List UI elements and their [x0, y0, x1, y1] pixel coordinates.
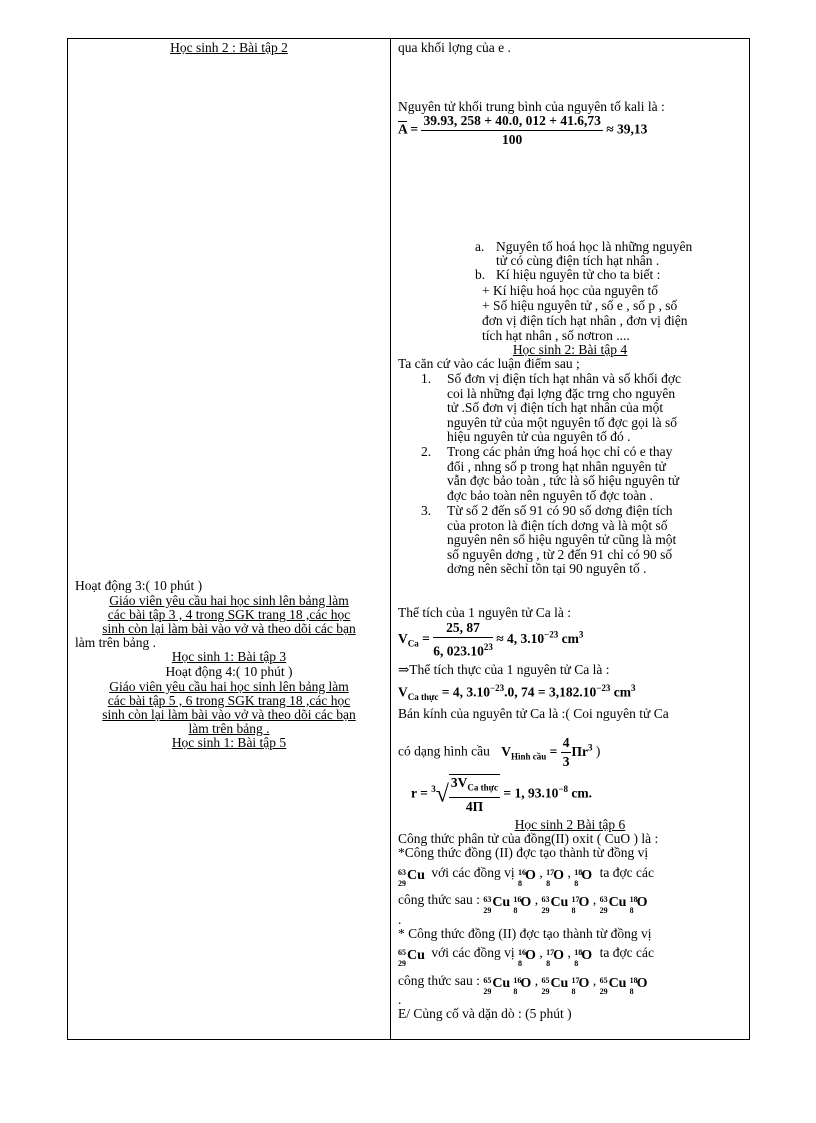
- o18-isotope: [574, 945, 593, 968]
- r-lhs: r =: [411, 785, 428, 801]
- cu65-dot: .: [398, 992, 402, 1007]
- iso-symbol: O: [578, 975, 590, 991]
- sphere-den: 3: [562, 754, 570, 769]
- iso-atomic: 29: [398, 958, 406, 968]
- iso-mass: 18: [629, 975, 638, 985]
- bt4-line: nguyên tử của một nguyên tố đợc gọi là số: [447, 414, 678, 430]
- iso-atomic: 8: [518, 878, 522, 888]
- bt4-line: số nguyên dơng , từ 2 đến 91 chỉ có 90 số: [447, 546, 673, 562]
- o16-part: [513, 892, 532, 915]
- ca-thuc-sub: Ca thực: [407, 692, 439, 703]
- ca-result: ≈ 4, 3.10: [496, 630, 545, 646]
- ca-den-exp: 23: [483, 642, 493, 652]
- iso-mass: 16: [518, 947, 526, 957]
- ca-den: [433, 638, 493, 660]
- hs2-bt6-heading: Học sinh 2 Bài tập 6: [514, 817, 626, 832]
- ca-volume-formula: $V_{Ca}$ = $\frac{25, 87}{6, 023.10^{23}}$ ≈ 4, $3.10^{-23}$ $cm^3$: [398, 620, 584, 659]
- hd4-title: Hoạt động 4:( 10 phút ): [165, 664, 293, 679]
- iso-symbol: Cu: [608, 894, 627, 910]
- iso-symbol: Cu: [550, 975, 569, 991]
- kali-lhs: $\overline{A}$: [398, 121, 408, 137]
- iso-atomic: 8: [546, 878, 551, 888]
- iso-symbol: Cu: [492, 894, 511, 910]
- iso-mass: 18: [574, 867, 583, 877]
- kali-num: 39.93, 258 + 40.0, 012 + 41.6,73: [421, 113, 602, 131]
- iso-mass: 63: [599, 894, 608, 904]
- ca-unit: cm: [561, 630, 579, 646]
- bt4-line: tử .Số đơn vị điện tích hạt nhân của một: [447, 400, 664, 415]
- bt4-item: [447, 372, 681, 445]
- ca-thuc-line: ⇒Thể tích thực của 1 nguyên tử Ca là :: [398, 662, 610, 677]
- o17-isotope: [546, 865, 565, 888]
- o17-isotope: [546, 945, 565, 968]
- cu65-o18: [599, 973, 630, 996]
- o16-part: [513, 973, 532, 996]
- o17-part: [571, 973, 590, 996]
- radius-formula: r = $^3$√ $\frac{3V_{Ca thực}}{4\Pi}$ = 1, $93.10^{-8}$ cm.: [411, 775, 592, 814]
- bt4-line: dơng nên sẽchỉ tồn tại 90 nguyên tố .: [447, 561, 647, 576]
- sphere-num: 4: [561, 735, 572, 753]
- kali-den: 100: [502, 132, 523, 147]
- iso-atomic: 29: [483, 986, 492, 996]
- iso-mass: 65: [541, 975, 550, 985]
- cu65-isotope: [398, 945, 428, 968]
- iso-mass: 63: [398, 867, 406, 877]
- iso-atomic: 8: [518, 958, 522, 968]
- with-isotopes: với các đồng vị: [431, 865, 515, 880]
- iso-atomic: 8: [571, 905, 576, 915]
- ca-unit-exp: 3: [578, 629, 584, 640]
- r-dot: .: [588, 785, 592, 801]
- iso-symbol: O: [581, 867, 593, 883]
- hd4-line: sinh còn lại làm bài vào vở và theo dõi các bạn: [102, 707, 356, 722]
- item-a-line: Nguyên tố hoá học là những nguyên: [496, 239, 693, 254]
- iso-atomic: 8: [629, 986, 634, 996]
- iso-symbol: O: [525, 947, 536, 963]
- cu65-line: * Công thức đồng (II) đợc tạo thành từ đồng vị: [398, 926, 652, 941]
- ca-result-exp: −23: [544, 629, 559, 640]
- kali-fraction: [421, 113, 602, 148]
- hs1-bt3-heading: Học sinh 1: Bài tập 3: [171, 649, 287, 664]
- iso-atomic: 29: [483, 905, 492, 915]
- iso-atomic: 8: [574, 878, 579, 888]
- iso-symbol: O: [553, 867, 565, 883]
- bt4-line: Từ số 2 đến số 91 có 90 số dơng điện tích: [447, 503, 673, 518]
- r-result: = 1, 93.10: [503, 785, 559, 801]
- iso-mass: 65: [398, 947, 406, 957]
- cu63-isotopes-row: 63 29 Cu với các đồng vị 16 8 O , 17 8 O , 18 8 O ta đợc các: [398, 863, 654, 883]
- hs2-bt4-heading: Học sinh 2: Bài tập 4: [512, 342, 628, 357]
- radius-line2: [398, 735, 600, 770]
- iso-mass: 17: [571, 894, 580, 904]
- iso-atomic: 29: [398, 878, 406, 888]
- o17-part: [571, 892, 590, 915]
- cu63-isotope: [398, 865, 428, 888]
- ca-thuc-formula: [398, 681, 635, 704]
- ca-thuc-mid: .0, 74 = 3,182.10: [504, 684, 597, 700]
- iso-mass: 65: [599, 975, 608, 985]
- iso-symbol: O: [581, 947, 593, 963]
- iso-mass: 16: [518, 867, 526, 877]
- r-num-base: 3V: [450, 775, 468, 790]
- iso-mass: 63: [541, 894, 550, 904]
- hd3-line: làm trên bảng .: [75, 635, 156, 650]
- formula-label: công thức sau :: [398, 973, 480, 988]
- ca-v: V: [398, 630, 408, 646]
- iso-atomic: 29: [541, 905, 550, 915]
- bt4-item: [447, 504, 676, 577]
- r-num-sub: Ca thực: [467, 782, 499, 793]
- bt4-num: 1.: [421, 371, 432, 386]
- top-line: qua khối lợng của e .: [398, 40, 511, 55]
- item-b: Kí hiệu nguyên tử cho ta biết :: [496, 267, 661, 282]
- iso-symbol: Cu: [550, 894, 569, 910]
- iso-atomic: 8: [546, 958, 551, 968]
- cu65-o16: [483, 973, 513, 996]
- iso-atomic: 29: [599, 905, 608, 915]
- item-b-label: b.: [475, 267, 486, 282]
- bt4-line: vẫn đợc bảo toàn , tức là số hiệu nguyên tử: [447, 473, 680, 488]
- cu63-o16: [483, 892, 513, 915]
- iso-symbol: O: [520, 894, 532, 910]
- bt4-line: nguyên nên số hiệu nguyên tử cũng là một: [447, 532, 677, 547]
- r-fraction: [449, 774, 500, 815]
- bt4-num: 2.: [421, 444, 432, 459]
- ca-thuc-exp1: −23: [489, 683, 505, 693]
- bt4-intro: Ta căn cứ vào các luận điểm sau ;: [398, 356, 580, 371]
- hd3-line: các bài tập 3 , 4 trong SGK trang 18 ,các học: [107, 607, 351, 622]
- iso-atomic: 8: [513, 986, 518, 996]
- o16-isotope: [518, 865, 536, 888]
- with-isotopes: với các đồng vị: [431, 945, 515, 960]
- sphere-sub: Hình cầu: [510, 751, 547, 762]
- iso-symbol: O: [525, 867, 536, 883]
- iso-symbol: O: [636, 894, 648, 910]
- o18-part: [629, 892, 648, 915]
- lesson-table: [67, 38, 750, 1040]
- iso-symbol: Cu: [407, 867, 425, 883]
- cu63-o17: [541, 892, 571, 915]
- hd4-line: làm trên bảng .: [188, 721, 270, 736]
- iso-atomic: 8: [513, 905, 518, 915]
- cu63-dot: .: [398, 912, 402, 927]
- iso-atomic: 8: [574, 958, 579, 968]
- iso-mass: 65: [483, 975, 492, 985]
- bt4-line: coi là những đại lợng đặc trng cho nguyên: [447, 385, 676, 401]
- hs2-bt2-heading: Học sinh 2 : Bài tập 2: [170, 40, 288, 55]
- iso-mass: 18: [574, 947, 583, 957]
- iso-mass: 63: [483, 894, 492, 904]
- hd3-line: Giáo viên yêu cầu hai học sinh lên bảng làm: [109, 593, 349, 608]
- radius-line: Bán kính của nguyên tử Ca là :( Coi nguyên tử Ca: [398, 706, 669, 721]
- o16-isotope: [518, 945, 536, 968]
- ca-thuc-exp2: −23: [596, 683, 611, 693]
- ca-den-base: 6, 023.10: [433, 643, 484, 659]
- item-b-sub: + Kí hiệu hoá học của nguyên tố: [482, 283, 658, 298]
- item-a-label: a.: [475, 239, 485, 254]
- r-result-exp: −8: [558, 783, 568, 794]
- left-column: [68, 39, 390, 1039]
- iso-symbol: Cu: [407, 947, 425, 963]
- item-a-line: tử có cùng điện tích hạt nhân .: [496, 253, 660, 268]
- hd3-line: sinh còn lại làm bài vào vở và theo dõi các bạn: [102, 621, 356, 636]
- o18-part: [629, 973, 648, 996]
- hd4-line: Giáo viên yêu cầu hai học sinh lên bảng làm: [109, 679, 349, 694]
- iso-mass: 16: [513, 894, 522, 904]
- sphere-formula: $V_{Hình cầu}$ = $\frac{4}{3}$ $\Pi r^3$: [501, 735, 593, 769]
- bt4-item: [447, 445, 679, 503]
- sphere-close: ): [595, 743, 601, 759]
- kali-formula: $\overline{A}$ = $\frac{39.93, 258 + 40.0, 012 + 41.6,73}{100}$ ≈ 39,13: [398, 113, 648, 147]
- iso-atomic: 29: [599, 986, 608, 996]
- right-column: [391, 39, 749, 1039]
- iso-atomic: 8: [571, 986, 576, 996]
- kali-result: ≈ 39,13: [606, 121, 648, 137]
- formula-label: công thức sau :: [398, 892, 480, 907]
- iso-atomic: 29: [541, 986, 550, 996]
- bt4-line: đợc bảo toàn nên nguyên tố đợc toàn .: [447, 487, 653, 503]
- radius-text: có dạng hình cầu: [398, 743, 490, 759]
- bt4-line: hiệu nguyên tử của nguyên tố đó .: [447, 429, 631, 444]
- ca-thuc-expr: = 4, 3.10: [441, 684, 490, 700]
- cuo-line: Công thức phân tử của đồng(II) oxit ( CuO ) là :: [398, 831, 659, 846]
- ca-thuc-unit-exp: 3: [630, 683, 636, 693]
- ca-thuc-unit: cm: [613, 684, 631, 700]
- iso-symbol: O: [578, 894, 590, 910]
- iso-mass: 17: [546, 947, 555, 957]
- iso-symbol: Cu: [608, 975, 627, 991]
- r-num: [449, 775, 500, 798]
- kali-line: Nguyên tử khối trung bình của nguyên tố kali là :: [398, 99, 665, 114]
- iso-symbol: O: [636, 975, 648, 991]
- ca-num: 25, 87: [433, 620, 493, 638]
- sphere-exp: 3: [587, 742, 593, 753]
- ca-line: Thể tích của 1 nguyên tử Ca là :: [398, 605, 572, 620]
- r-unit: cm: [571, 785, 589, 801]
- sphere-fraction: [561, 735, 572, 770]
- cu65-formulas-row: công thức sau : 65 29 Cu 16 8 O , 65 29 Cu 17 8 O , 65 29 Cu 18 8 O: [398, 971, 648, 991]
- iso-mass: 18: [629, 894, 638, 904]
- sphere-v: V: [501, 743, 511, 759]
- cu63-o18: [599, 892, 630, 915]
- iso-mass: 17: [546, 867, 555, 877]
- iso-mass: 16: [513, 975, 522, 985]
- iso-atomic: 8: [629, 905, 634, 915]
- final-line: E/ Củng cố và dặn dò : (5 phút ): [398, 1006, 572, 1021]
- cu63-line: *Công thức đồng (II) đợc tạo thành từ đồng vị: [398, 845, 649, 860]
- we-get: ta đợc các: [599, 945, 654, 960]
- cu65-o17: [541, 973, 571, 996]
- bt4-line: đổi , nhng số p trong hạt nhân nguyên tử: [447, 458, 666, 474]
- item-b-sub: + Số hiệu nguyên tử , số e , số p , số: [482, 298, 678, 313]
- bt4-line: Trong các phản ứng hoá học chỉ có e thay: [447, 444, 673, 459]
- r-den: 4Π: [465, 798, 484, 814]
- iso-symbol: O: [553, 947, 565, 963]
- ca-thuc-v: V: [398, 684, 408, 700]
- cu63-formulas-row: công thức sau : 63 29 Cu 16 8 O , 63 29 Cu 17 8 O , 63 29 Cu 18 8 O: [398, 890, 648, 910]
- hs1-bt5-heading: Học sinh 1: Bài tập 5: [171, 735, 287, 750]
- iso-symbol: O: [520, 975, 532, 991]
- bt4-num: 3.: [421, 503, 432, 518]
- cu65-isotopes-row: 65 29 Cu với các đồng vị 16 8 O , 17 8 O , 18 8 O ta đợc các: [398, 943, 654, 963]
- iso-mass: 17: [571, 975, 580, 985]
- item-b-sub: đơn vị điện tích hạt nhân , đơn vị điện: [482, 313, 688, 328]
- we-get: ta đợc các: [599, 865, 654, 880]
- hd4-line: các bài tập 5 , 6 trong SGK trang 18 ,các học: [107, 693, 351, 708]
- ca-v-sub: Ca: [407, 638, 419, 649]
- iso-symbol: Cu: [492, 975, 511, 991]
- bt4-line: của proton là điện tích dơng và là một số: [447, 517, 668, 533]
- hd3-title: Hoạt động 3:( 10 phút ): [75, 578, 203, 593]
- r-root-index: 3: [431, 783, 436, 794]
- item-b-sub: tích hạt nhân , số nơtron ....: [482, 328, 630, 343]
- o18-isotope: [574, 865, 593, 888]
- bt4-line: Số đơn vị điện tích hạt nhân và số khối đợc: [447, 371, 681, 386]
- ca-fraction: [433, 620, 493, 660]
- sphere-rest: Πr: [571, 743, 588, 759]
